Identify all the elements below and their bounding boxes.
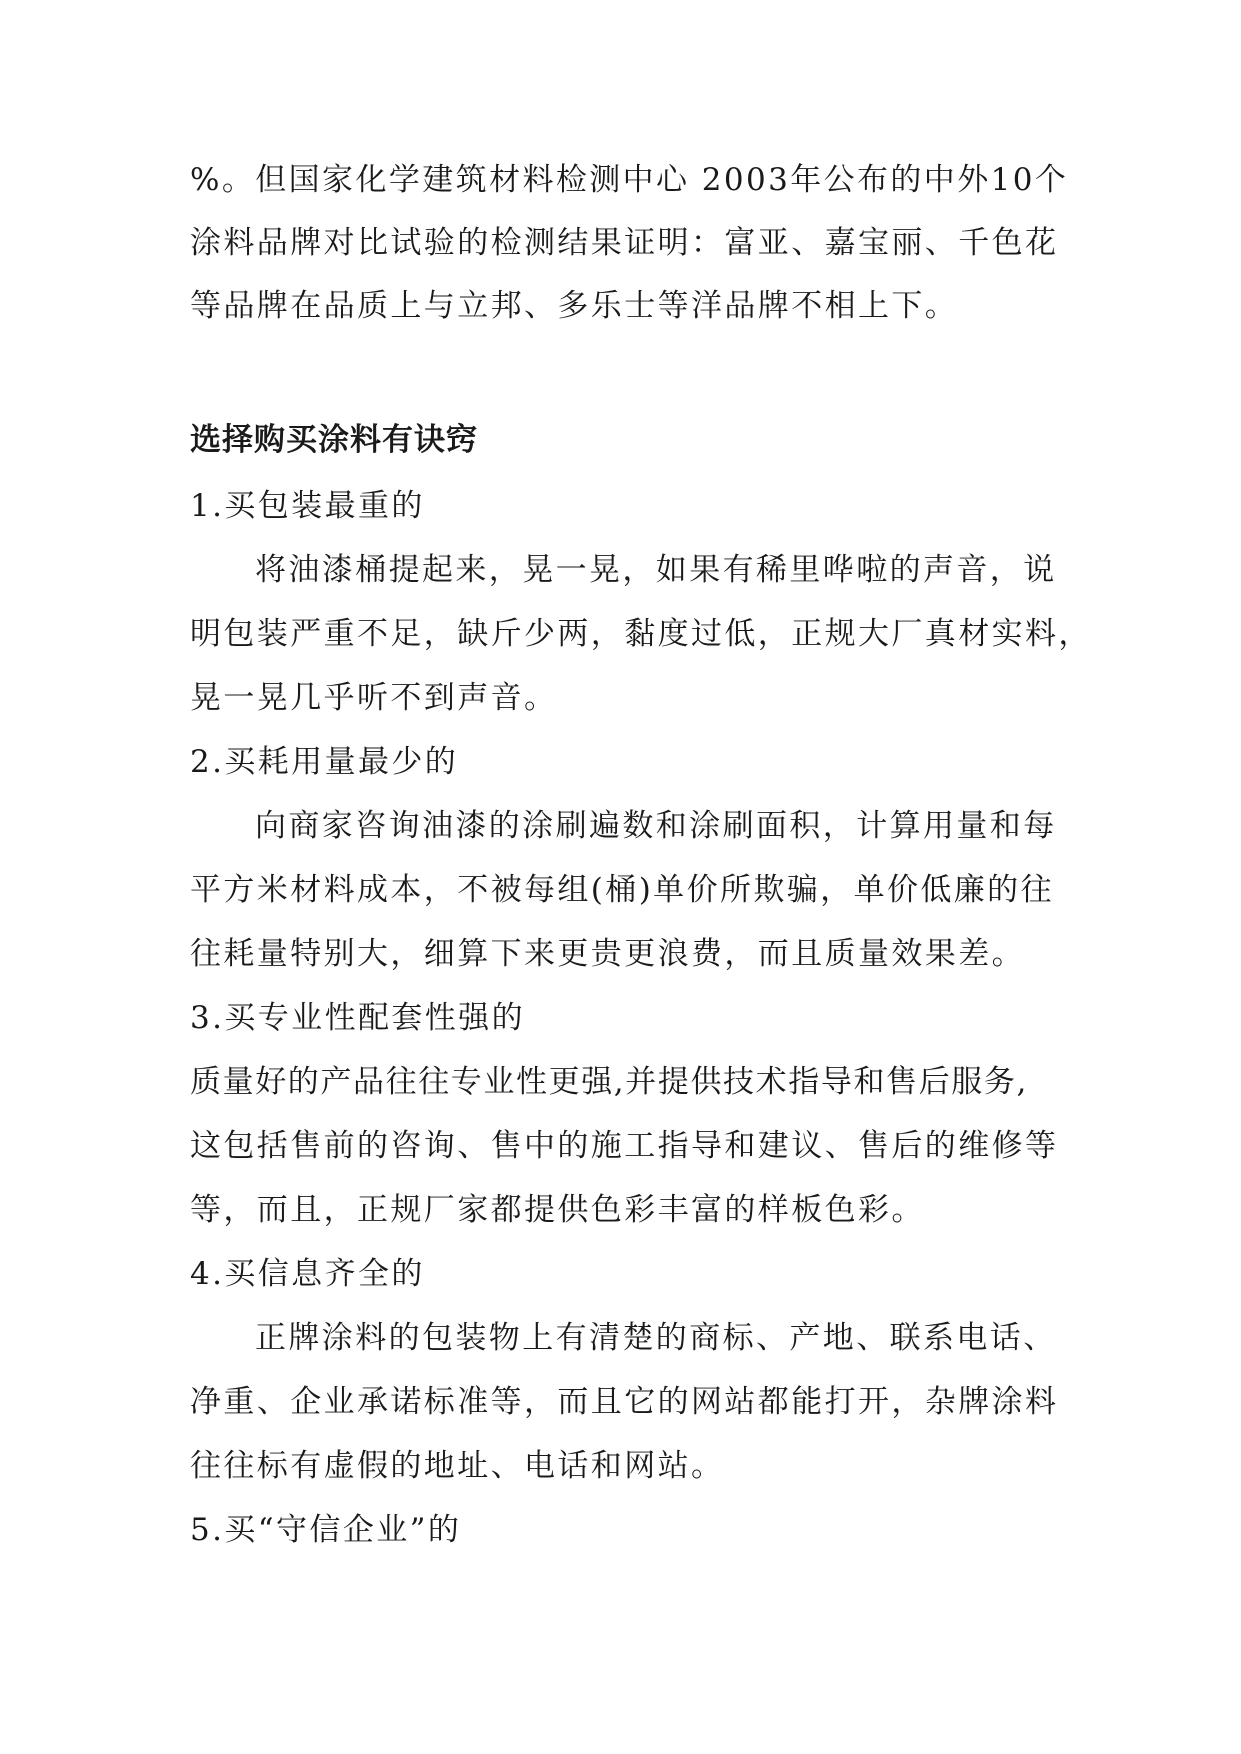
- item-3-line-1: 质量好的产品往往专业性更强,并提供技术指导和售后服务,: [190, 1064, 1028, 1100]
- item-1-line-2: 明包装严重不足，缺斤少两，黏度过低，正规大厂真材实料，: [190, 616, 1092, 652]
- item-4-line-1: 正牌涂料的包装物上有清楚的商标、产地、联系电话、: [255, 1320, 1057, 1356]
- item-4-title: 4.买信息齐全的: [190, 1256, 425, 1292]
- intro-line-3: 等品牌在品质上与立邦、多乐士等洋品牌不相上下。: [190, 288, 959, 324]
- item-2-title: 2.买耗用量最少的: [190, 744, 459, 780]
- item-3-line-2: 这包括售前的咨询、售中的施工指导和建议、售后的维修等: [190, 1128, 1059, 1164]
- item-1-line-3: 晃一晃几乎听不到声音。: [190, 680, 558, 716]
- item-1-title: 1.买包装最重的: [190, 488, 425, 524]
- item-2-line-1: 向商家咨询油漆的涂刷遍数和涂刷面积，计算用量和每: [255, 808, 1057, 844]
- intro-line-1: %。但国家化学建筑材料检测中心 2003年公布的中外10个: [190, 162, 1069, 198]
- item-2-line-2: 平方米材料成本，不被每组(桶)单价所欺骗，单价低廉的往: [190, 872, 1054, 908]
- item-1-line-1: 将油漆桶提起来，晃一晃，如果有稀里哗啦的声音，说: [255, 552, 1057, 588]
- item-3-title: 3.买专业性配套性强的: [190, 1000, 525, 1036]
- item-5-title: 5.买“守信企业”的: [190, 1512, 462, 1548]
- item-3-line-3: 等，而且，正规厂家都提供色彩丰富的样板色彩。: [190, 1192, 925, 1228]
- item-4-line-2: 净重、企业承诺标准等，而且它的网站都能打开，杂牌涂料: [190, 1384, 1059, 1420]
- item-2-line-3: 往耗量特别大，细算下来更贵更浪费，而且质量效果差。: [190, 936, 1025, 972]
- intro-line-2: 涂料品牌对比试验的检测结果证明：富亚、嘉宝丽、千色花: [190, 225, 1059, 261]
- section-heading: 选择购买涂料有诀窍: [190, 422, 478, 458]
- item-4-line-3: 往往标有虚假的地址、电话和网站。: [190, 1448, 725, 1484]
